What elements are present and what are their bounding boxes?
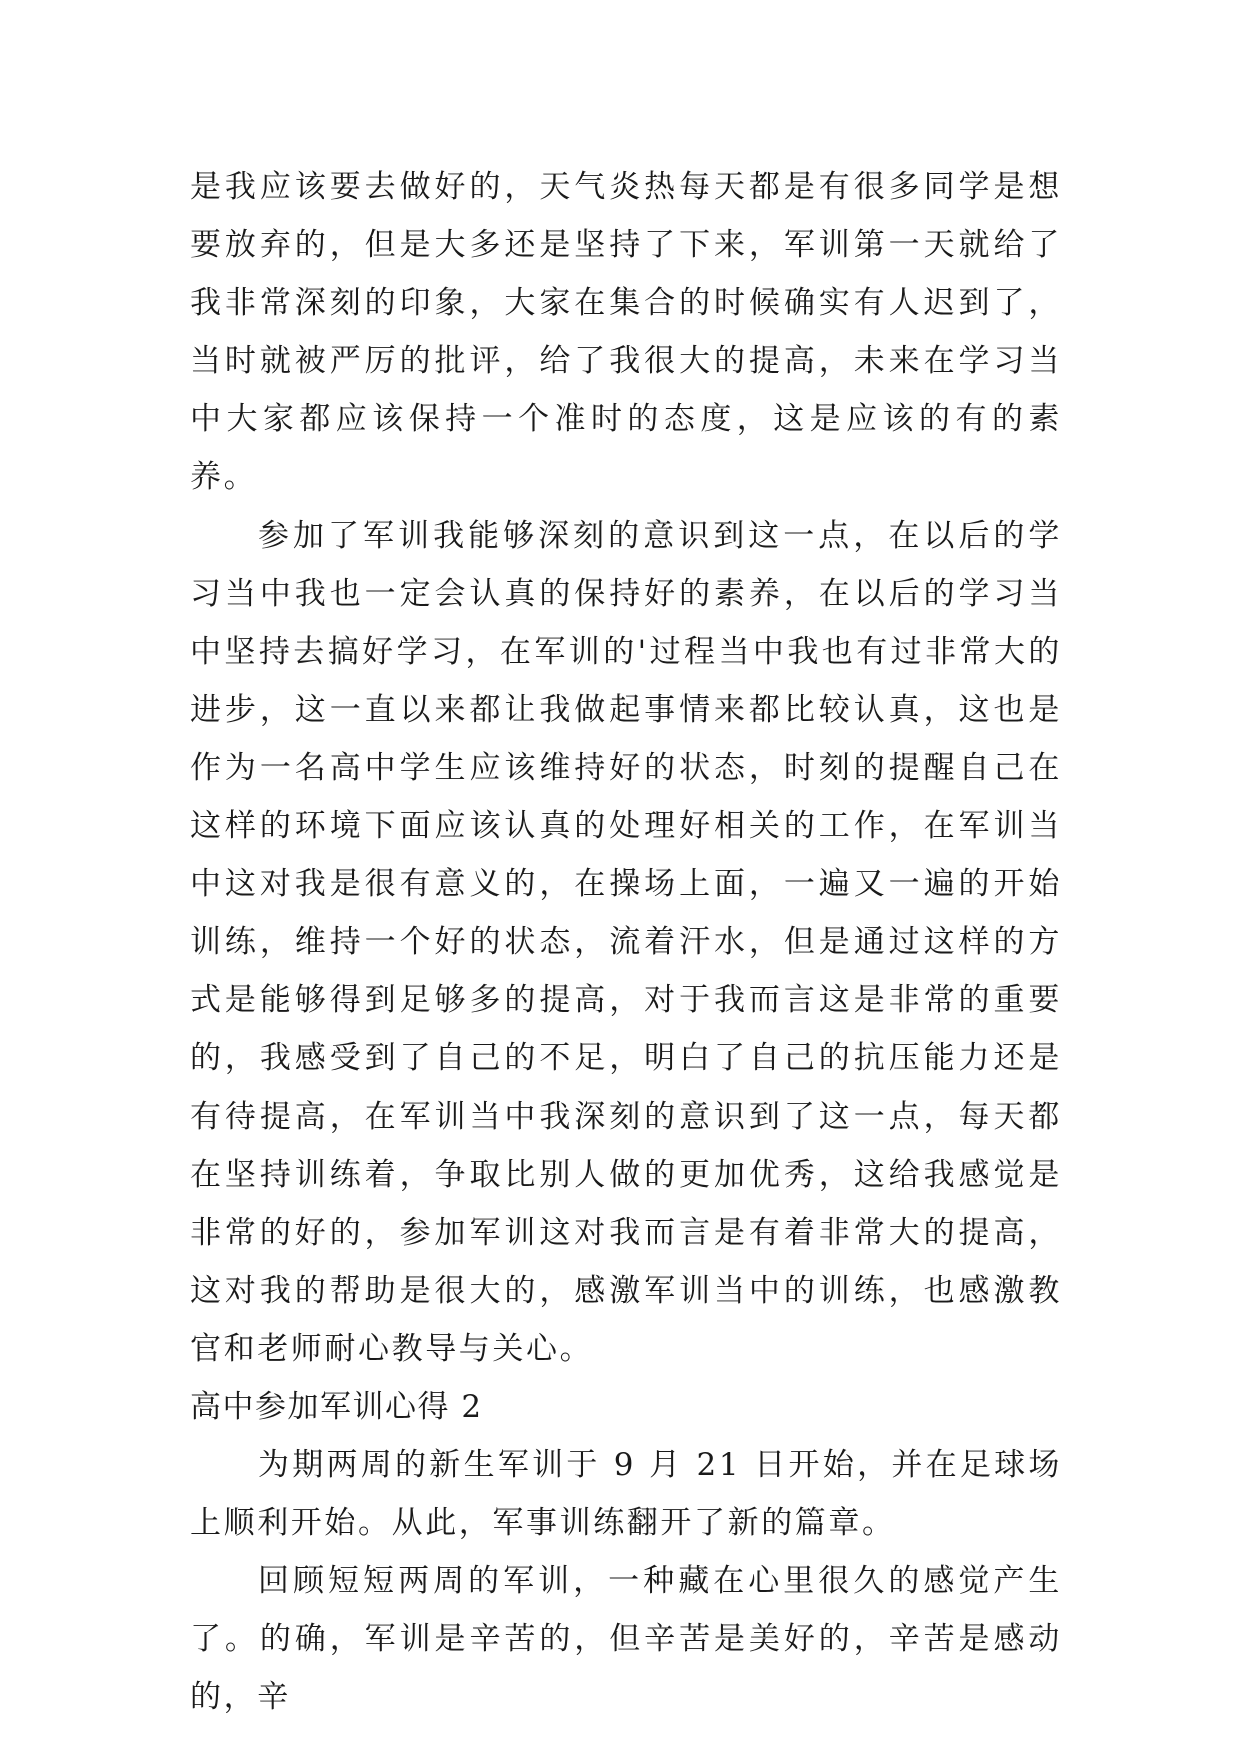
paragraph-3: 为期两周的新生军训于 9 月 21 日开始，并在足球场上顺利开始。从此，军事训练翻开了新的篇章。 — [190, 1447, 1062, 1542]
paragraph-4: 回顾短短两周的军训，一种藏在心里很久的感觉产生了。的确，军训是辛苦的，但辛苦是美好的，辛苦是感动的，辛 — [190, 1563, 1062, 1716]
section-heading: 高中参加军训心得 2 — [190, 1388, 483, 1425]
document-body — [190, 158, 1062, 1727]
paragraph-1: 是我应该要去做好的，天气炎热每天都是有很多同学是想要放弃的，但是大多还是坚持了下来，军训第一天就给了我非常深刻的印象，大家在集合的时候确实有人迟到了，当时就被严厉的批评，给了我很大的提高，未来在学习当中大家都应该保持一个准时的态度，这是应该的有的素养。 — [190, 169, 1062, 496]
paragraph-2: 参加了军训我能够深刻的意识到这一点，在以后的学习当中我也一定会认真的保持好的素养，在以后的学习当中坚持去搞好学习，在军训的'过程当中我也有过非常大的进步，这一直以来都让我做起事情来都比较认真，这也是作为一名高中学生应该维持好的状态，时刻的提醒自己在这样的环境下面应该认真的处理好相关的工作，在军训当中这对我是很有意义的，在操场上面，一遍又一遍的开始训练，维持一个好的状态，流着汗水，但是通过这样的方式是能够得到足够多的提高，对于我而言这是非常的重要的，我感受到了自己的不足，明白了自己的抗压能力还是有待提高，在军训当中我深刻的意识到了这一点，每天都在坚持训练着，争取比别人做的更加优秀，这给我感觉是非常的好的，参加军训这对我而言是有着非常大的提高，这对我的帮助是很大的，感激军训当中的训练，也感激教官和老师耐心教导与关心。 — [190, 517, 1062, 1367]
